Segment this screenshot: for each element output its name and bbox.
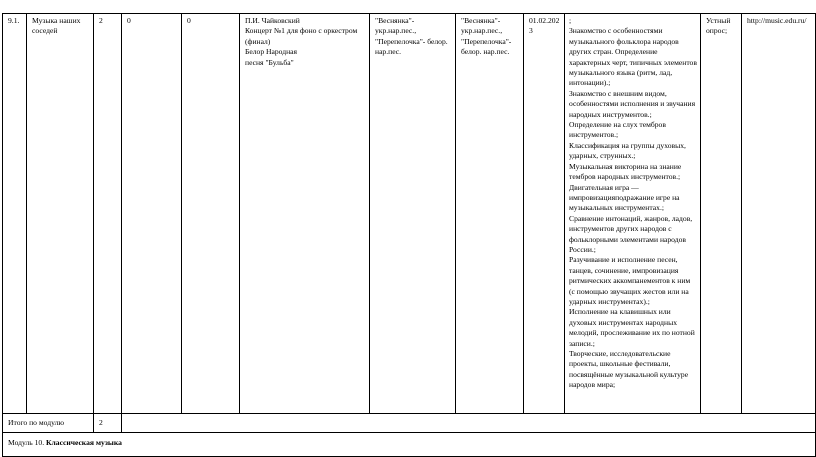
curriculum-table [2, 13, 816, 457]
summary-label: Итого по модулю [3, 414, 94, 433]
summary-hours: 2 [94, 414, 122, 433]
total-hours: 2 [94, 14, 122, 414]
summary-row [3, 414, 816, 433]
topic-name: Музыка наших соседей [27, 14, 94, 414]
control-hours: 0 [122, 14, 182, 414]
lesson-number: 9.1. [3, 14, 27, 414]
repertoire-music-making: "Веснянка"- укр.нар.пес., "Перепелочка"- белор. нар.пес. [456, 14, 524, 414]
repertoire-singing: "Веснянка"- укр.нар.пес., "Перепелочка"- белор. нар.пес. [370, 14, 456, 414]
activities: ; Знакомство с особенностями музыкального фольклора народов других стран. Определение характерных черт, типичных элементов музыкального языка (ритм, лад, интонации).; Знакомство с внешним видом, особенностями исполнения и звучания народных инструментов.; Определение на слух тембров инструментов.; Классификация на группы духовых, ударных, струнных.; Музыкальная викторина на знание тембров народных инструментов.; Двигательная игра — импровизацияподражание игре на музыкальных инструментах.; Сравнение интонаций, жанров, ладов, инструментов других народов с фольклорными элементами народов России.; Разучивание и исполнение песен, танцев, сочинение, импровизация ритмических аккомпанементов к ним (с помощью звучащих жестов или на ударных инструментах).; Исполнение на клавишных или духовых инструментах народных мелодий, прослеживание их по нотной записи.; Творческие, исследовательские проекты, школьные фестивали, посвящённые музыкальной культуре народов мира; [565, 14, 701, 414]
summary-empty [122, 414, 816, 433]
table-row [3, 14, 816, 414]
control-form: Устный опрос; [701, 14, 742, 414]
module-prefix: Модуль 10. [8, 438, 47, 447]
module-title: Классическая музыка [46, 438, 122, 447]
lesson-date: 01.02.2023 [524, 14, 565, 414]
practice-hours: 0 [182, 14, 240, 414]
repertoire-listening: П.И. Чайковский Концерт №1 для фоно с оркестром (финал) Белор Народная песня "Бульба" [240, 14, 370, 414]
module-header [3, 433, 816, 457]
resource-link[interactable]: http://music.edu.ru/ [742, 14, 816, 414]
module-row [3, 433, 816, 457]
